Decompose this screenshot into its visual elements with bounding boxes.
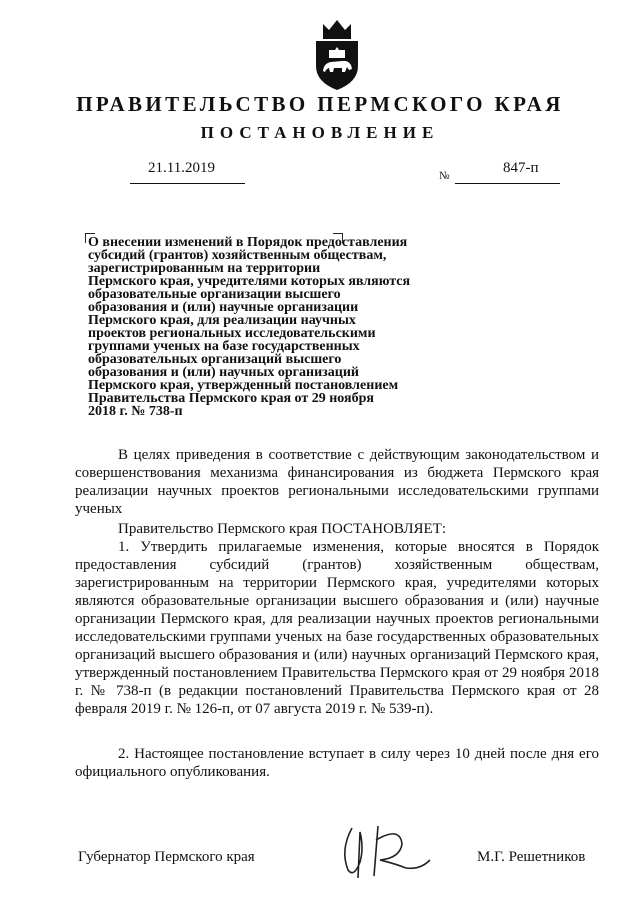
- title-line: Пермского края, учредителями которых являются: [88, 274, 411, 289]
- number-underline: [455, 183, 560, 184]
- title-line: О внесении изменений в Порядок предоставления: [88, 235, 408, 250]
- preamble-paragraph: В целях приведения в соответствие с действующим законодательством и совершенствования механизма финансирования из бюджета Пермского края реализации научных проектов региональными исследовательскими группами ученых: [75, 447, 599, 517]
- document-type: ПОСТАНОВЛЕНИЕ: [200, 123, 440, 142]
- clause-1-paragraph: 1. Утвердить прилагаемые изменения, которые вносятся в Порядок предоставления субсидий (грантов) хозяйственным обществам, зарегистрированным на территории Пермского края, учредителями которых являются образовательные организации высшего образования и (или) научные организации Пермского края, для реализации научных проектов региональными исследовательскими группами ученых на базе государственных образовательных организаций высшего образования и (или) научных организаций Пермского края, утвержденный постановлением Правительства Пермского края от 29 ноября 2018 г. № 738-п (в редакции постановлений Правительства Пермского края от 28 февраля 2019 г. № 126-п, от 07 августа 2019 г. № 539-п).: [75, 539, 599, 717]
- title-line: 2018 г. № 738-п: [88, 404, 183, 419]
- title-line: образования и (или) научных организаций: [88, 365, 359, 380]
- signature-icon: [330, 820, 450, 880]
- title-line: субсидий (грантов) хозяйственным обществам,: [88, 248, 387, 263]
- title-line: проектов региональных исследовательскими: [88, 326, 376, 341]
- title-line: образовательные организации высшего: [88, 287, 341, 302]
- resolves-paragraph: Правительство Пермского края ПОСТАНОВЛЯЕТ:: [118, 521, 447, 537]
- signatory-title: Губернатор Пермского края: [78, 849, 255, 865]
- date-underline: [130, 183, 245, 184]
- coat-of-arms-icon: [296, 14, 378, 96]
- title-line: образовательных организаций высшего: [88, 352, 342, 367]
- title-line: группами ученых на базе государственных: [88, 339, 360, 354]
- signatory-name: М.Г. Решетников: [477, 849, 586, 865]
- title-line: зарегистрированным на территории: [88, 261, 321, 276]
- decree-number: 847-п: [503, 160, 539, 176]
- title-line: Правительства Пермского края от 29 ноября: [88, 391, 374, 406]
- decree-title: [88, 236, 448, 418]
- clause-2-paragraph: 2. Настоящее постановление вступает в силу через 10 дней после дня его официального опубликования.: [75, 746, 599, 780]
- title-line: образования и (или) научные организации: [88, 300, 359, 315]
- title-line: Пермского края, утвержденный постановлением: [88, 378, 399, 393]
- number-sign: №: [439, 170, 450, 182]
- government-name: ПРАВИТЕЛЬСТВО ПЕРМСКОГО КРАЯ: [76, 92, 564, 116]
- decree-date: 21.11.2019: [148, 160, 215, 176]
- title-line: Пермского края, для реализации научных: [88, 313, 356, 328]
